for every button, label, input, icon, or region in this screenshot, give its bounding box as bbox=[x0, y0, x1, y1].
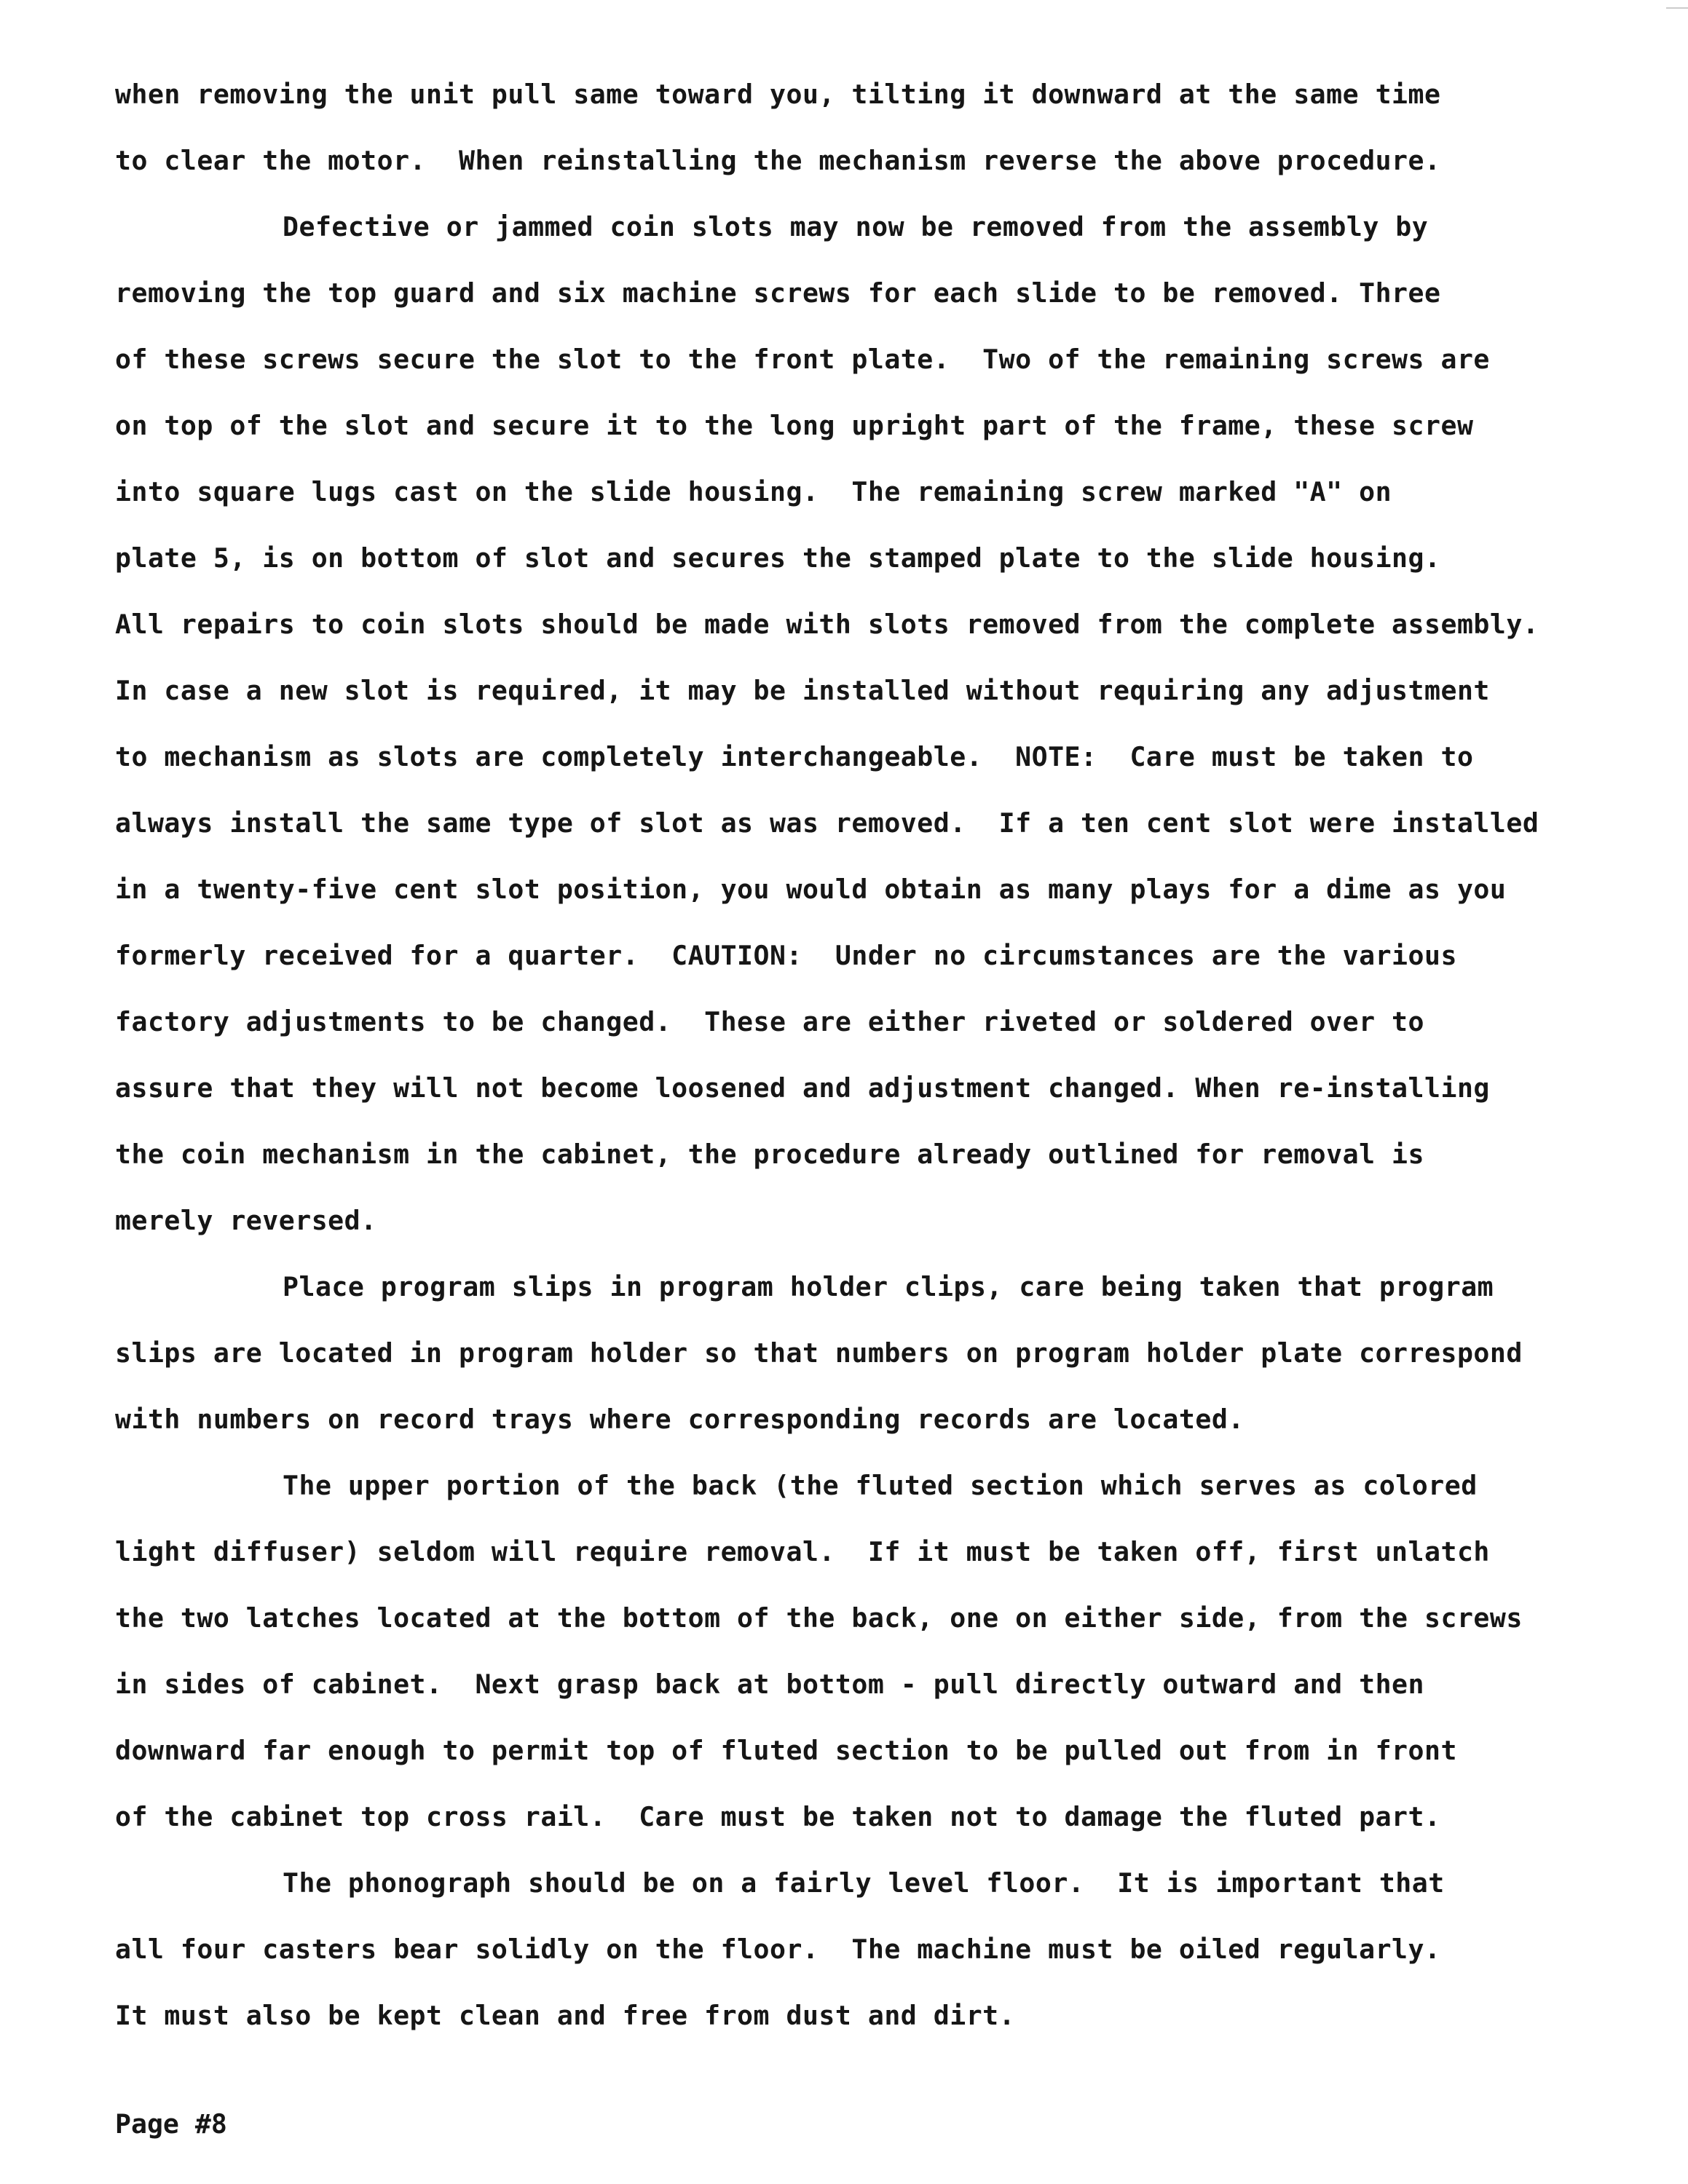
text-line-12: always install the same type of slot as was removed. If a ten cent slot were installed bbox=[115, 807, 1539, 839]
text-line-14: formerly received for a quarter. CAUTION: Under no circumstances are the various bbox=[115, 940, 1457, 971]
text-line-15: factory adjustments to be changed. These are either riveted or soldered over to bbox=[115, 1006, 1424, 1037]
text-line-17: the coin mechanism in the cabinet, the procedure already outlined for removal is bbox=[115, 1139, 1424, 1170]
text-line-6: on top of the slot and secure it to the long upright part of the frame, these screw bbox=[115, 410, 1474, 441]
page-edge-mark bbox=[1666, 7, 1688, 9]
text-line-23: light diffuser) seldom will require removal. If it must be taken off, first unlatch bbox=[115, 1536, 1490, 1567]
text-line-18: merely reversed. bbox=[115, 1205, 377, 1236]
text-line-4: removing the top guard and six machine screws for each slide to be removed. Three bbox=[115, 277, 1441, 309]
text-line-2: to clear the motor. When reinstalling the mechanism reverse the above procedure. bbox=[115, 145, 1441, 176]
text-line-3-paragraph-start: Defective or jammed coin slots may now be removed from the assembly by bbox=[283, 211, 1429, 242]
text-line-7: into square lugs cast on the slide housing. The remaining screw marked "A" on bbox=[115, 476, 1392, 507]
text-line-27: of the cabinet top cross rail. Care must be taken not to damage the fluted part. bbox=[115, 1801, 1441, 1832]
text-line-22-paragraph-start: The upper portion of the back (the fluted section which serves as colored bbox=[283, 1470, 1478, 1501]
text-line-8: plate 5, is on bottom of slot and secures the stamped plate to the slide housing. bbox=[115, 542, 1441, 574]
text-line-25: in sides of cabinet. Next grasp back at bottom - pull directly outward and then bbox=[115, 1669, 1424, 1700]
text-line-29: all four casters bear solidly on the floor. The machine must be oiled regularly. bbox=[115, 1934, 1441, 1965]
text-line-21: with numbers on record trays where corresponding records are located. bbox=[115, 1404, 1245, 1435]
text-line-9: All repairs to coin slots should be made with slots removed from the complete assembly. bbox=[115, 609, 1539, 640]
text-line-19-paragraph-start: Place program slips in program holder clips, care being taken that program bbox=[283, 1271, 1494, 1302]
page-number: Page #8 bbox=[115, 2108, 227, 2140]
text-line-28-paragraph-start: The phonograph should be on a fairly level floor. It is important that bbox=[283, 1867, 1445, 1899]
text-line-11: to mechanism as slots are completely interchangeable. NOTE: Care must be taken to bbox=[115, 741, 1474, 772]
text-line-1: when removing the unit pull same toward you, tilting it downward at the same time bbox=[115, 79, 1441, 110]
text-line-13: in a twenty-five cent slot position, you would obtain as many plays for a dime as you bbox=[115, 874, 1507, 905]
text-line-10: In case a new slot is required, it may be installed without requiring any adjustment bbox=[115, 675, 1490, 706]
text-line-5: of these screws secure the slot to the front plate. Two of the remaining screws are bbox=[115, 344, 1490, 375]
text-line-16: assure that they will not become loosened and adjustment changed. When re-installing bbox=[115, 1072, 1490, 1104]
text-line-30: It must also be kept clean and free from dust and dirt. bbox=[115, 2000, 1016, 2031]
text-line-20: slips are located in program holder so that numbers on program holder plate correspond bbox=[115, 1337, 1523, 1369]
text-line-24: the two latches located at the bottom of the back, one on either side, from the screws bbox=[115, 1602, 1523, 1634]
text-line-26: downward far enough to permit top of fluted section to be pulled out from in front bbox=[115, 1735, 1457, 1766]
